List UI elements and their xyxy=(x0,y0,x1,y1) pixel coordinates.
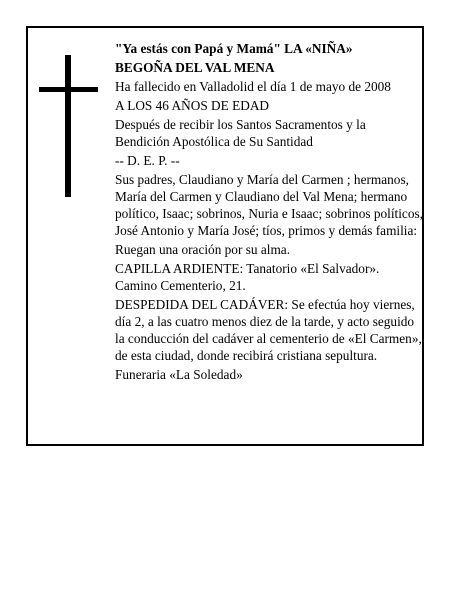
deceased-name: BEGOÑA DEL VAL MENA xyxy=(115,60,275,75)
cross-icon xyxy=(65,55,71,197)
age-statement: A LOS 46 AÑOS DE EDAD xyxy=(115,98,270,113)
funeral-home: Funeraria «La Soledad» xyxy=(115,367,243,382)
farewell-info: DESPEDIDA DEL CADÁVER: Se efectúa hoy viernes, día 2, a las cuatro menos diez de la tarde, y acto seguido la conducción del cadáver al cementerio de «El Carmen», de esta ciudad, donde recibirá cristiana sepultura. xyxy=(115,297,422,363)
obituary-text xyxy=(115,40,423,385)
death-statement: Ha fallecido en Valladolid el día 1 de mayo de 2008 xyxy=(115,79,391,94)
chapel-info: CAPILLA ARDIENTE: Tanatorio «El Salvador». Camino Cementerio, 21. xyxy=(115,261,380,293)
sacraments-statement: Después de recibir los Santos Sacramentos y la Bendición Apostólica de Su Santidad xyxy=(115,117,366,149)
dep-line: -- D. E. P. -- xyxy=(115,153,180,168)
obituary-notice xyxy=(26,26,424,446)
heading: "Ya estás con Papá y Mamá" LA «NIÑA» xyxy=(115,41,353,56)
prayer-request: Ruegan una oración por su alma. xyxy=(115,242,291,257)
family-list: Sus padres, Claudiano y María del Carmen ; hermanos, María del Carmen y Claudiano del Val Mena; hermano político, Isaac; sobrinos, Nuria e Isaac; sobrinos políticos, José Antonio y María José; tíos, primos y demás familia: xyxy=(115,172,423,238)
cross-icon-bar xyxy=(39,87,98,92)
